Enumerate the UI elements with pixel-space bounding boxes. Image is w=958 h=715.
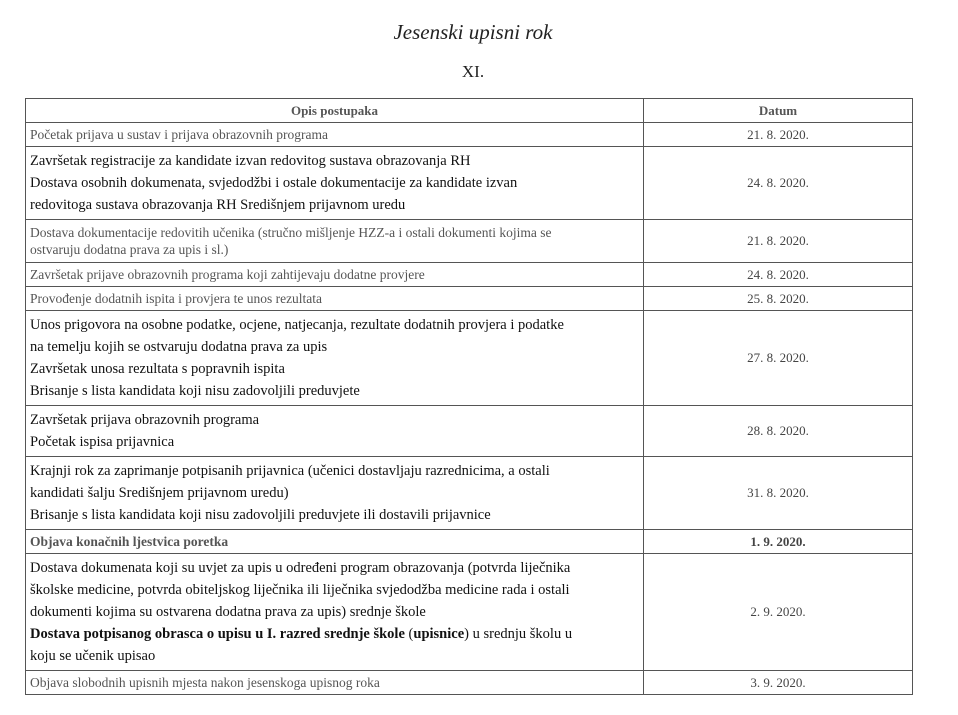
- table-row: [26, 220, 913, 263]
- table-row: [26, 554, 913, 671]
- row-date: 1. 9. 2020.: [644, 530, 913, 554]
- bold-text: upisnice: [413, 626, 465, 642]
- plain-text: ) u srednju školu u: [464, 626, 573, 642]
- table-header-row: [26, 99, 913, 123]
- description-line: Brisanje s lista kandidata koji nisu zadovoljili preduvjete ili dostavili prijavnice: [30, 507, 491, 523]
- table-row: [26, 311, 913, 406]
- description-line: koju se učenik upisao: [30, 648, 156, 664]
- row-date: 21. 8. 2020.: [644, 123, 913, 147]
- row-date: 28. 8. 2020.: [644, 406, 913, 457]
- description-line: ostvaruju dodatna prava za upis i sl.): [30, 242, 229, 257]
- row-date: 27. 8. 2020.: [644, 311, 913, 406]
- row-description: [26, 147, 644, 220]
- description-line: Završetak registracije za kandidate izvan redovitog sustava obrazovanja RH: [30, 153, 471, 169]
- row-date: 3. 9. 2020.: [644, 671, 913, 695]
- table-row: [26, 457, 913, 530]
- plain-text: (: [404, 626, 414, 642]
- description-line: Brisanje s lista kandidata koji nisu zadovoljili preduvjete: [30, 383, 360, 399]
- row-date: 21. 8. 2020.: [644, 220, 913, 263]
- row-date: 24. 8. 2020.: [644, 147, 913, 220]
- row-description: [26, 554, 644, 671]
- description-line: Dostava osobnih dokumenata, svjedodžbi i ostale dokumentacije za kandidate izvan: [30, 175, 518, 191]
- bold-text: Dostava potpisanog obrasca o upisu u I. razred srednje škole: [30, 626, 405, 642]
- table-row: [26, 406, 913, 457]
- row-description: [26, 123, 644, 147]
- description-line: Završetak unosa rezultata s popravnih ispita: [30, 361, 285, 377]
- description-line: Unos prigovora na osobne podatke, ocjene, natjecanja, rezultate dodatnih provjera i podatke: [30, 317, 564, 333]
- description-line: Dostava dokumentacije redovitih učenika (stručno mišljenje HZZ-a i ostali dokumenti kojima se: [30, 225, 552, 240]
- row-description: [26, 287, 644, 311]
- description-line: Završetak prijave obrazovnih programa koji zahtijevaju dodatne provjere: [30, 267, 425, 282]
- row-description: [26, 671, 644, 695]
- row-description: [26, 457, 644, 530]
- document-title: Jesenski upisni rok: [393, 20, 553, 44]
- row-date: 25. 8. 2020.: [644, 287, 913, 311]
- description-line: kandidati šalju Središnjem prijavnom uredu): [30, 485, 289, 501]
- row-description: [26, 530, 644, 554]
- description-line: Krajnji rok za zaprimanje potpisanih prijavnica (učenici dostavljaju razrednicima, a ostali: [30, 463, 550, 479]
- table-row: [26, 123, 913, 147]
- row-description: [26, 311, 644, 406]
- column-header-description: Opis postupaka: [26, 99, 644, 123]
- row-description: [26, 406, 644, 457]
- description-line: Objava konačnih ljestvica poretka: [30, 534, 229, 549]
- description-line: dokumenti kojima su ostvarena dodatna prava za upis) srednje škole: [30, 604, 426, 620]
- description-line: školske medicine, potvrda obiteljskog liječnika ili liječnika svjedodžba medicine rada i ostali: [30, 582, 570, 598]
- description-line: Provođenje dodatnih ispita i provjera te unos rezultata: [30, 291, 323, 306]
- row-description: [26, 220, 644, 263]
- section-number: XI.: [461, 62, 485, 81]
- row-date: 2. 9. 2020.: [644, 554, 913, 671]
- row-description: [26, 263, 644, 287]
- table-row: [26, 530, 913, 554]
- description-line: na temelju kojih se ostvaruju dodatna prava za upis: [30, 339, 328, 355]
- table-row: [26, 263, 913, 287]
- description-line: redovitoga sustava obrazovanja RH Središnjem prijavnom uredu: [30, 197, 406, 213]
- description-line: Početak ispisa prijavnica: [30, 434, 175, 450]
- description-line: Završetak prijava obrazovnih programa: [30, 412, 260, 428]
- row-date: 31. 8. 2020.: [644, 457, 913, 530]
- description-line: Objava slobodnih upisnih mjesta nakon jesenskoga upisnog roka: [30, 675, 380, 690]
- table-row: [26, 147, 913, 220]
- column-header-date: Datum: [644, 99, 913, 123]
- description-line: Dostava dokumenata koji su uvjet za upis u određeni program obrazovanja (potvrda liječnika: [30, 560, 571, 576]
- schedule-table: [25, 98, 913, 695]
- description-line: Početak prijava u sustav i prijava obrazovnih programa: [30, 127, 329, 142]
- row-date: 24. 8. 2020.: [644, 263, 913, 287]
- table-row: [26, 287, 913, 311]
- description-line-mixed: [30, 623, 639, 645]
- table-row: [26, 671, 913, 695]
